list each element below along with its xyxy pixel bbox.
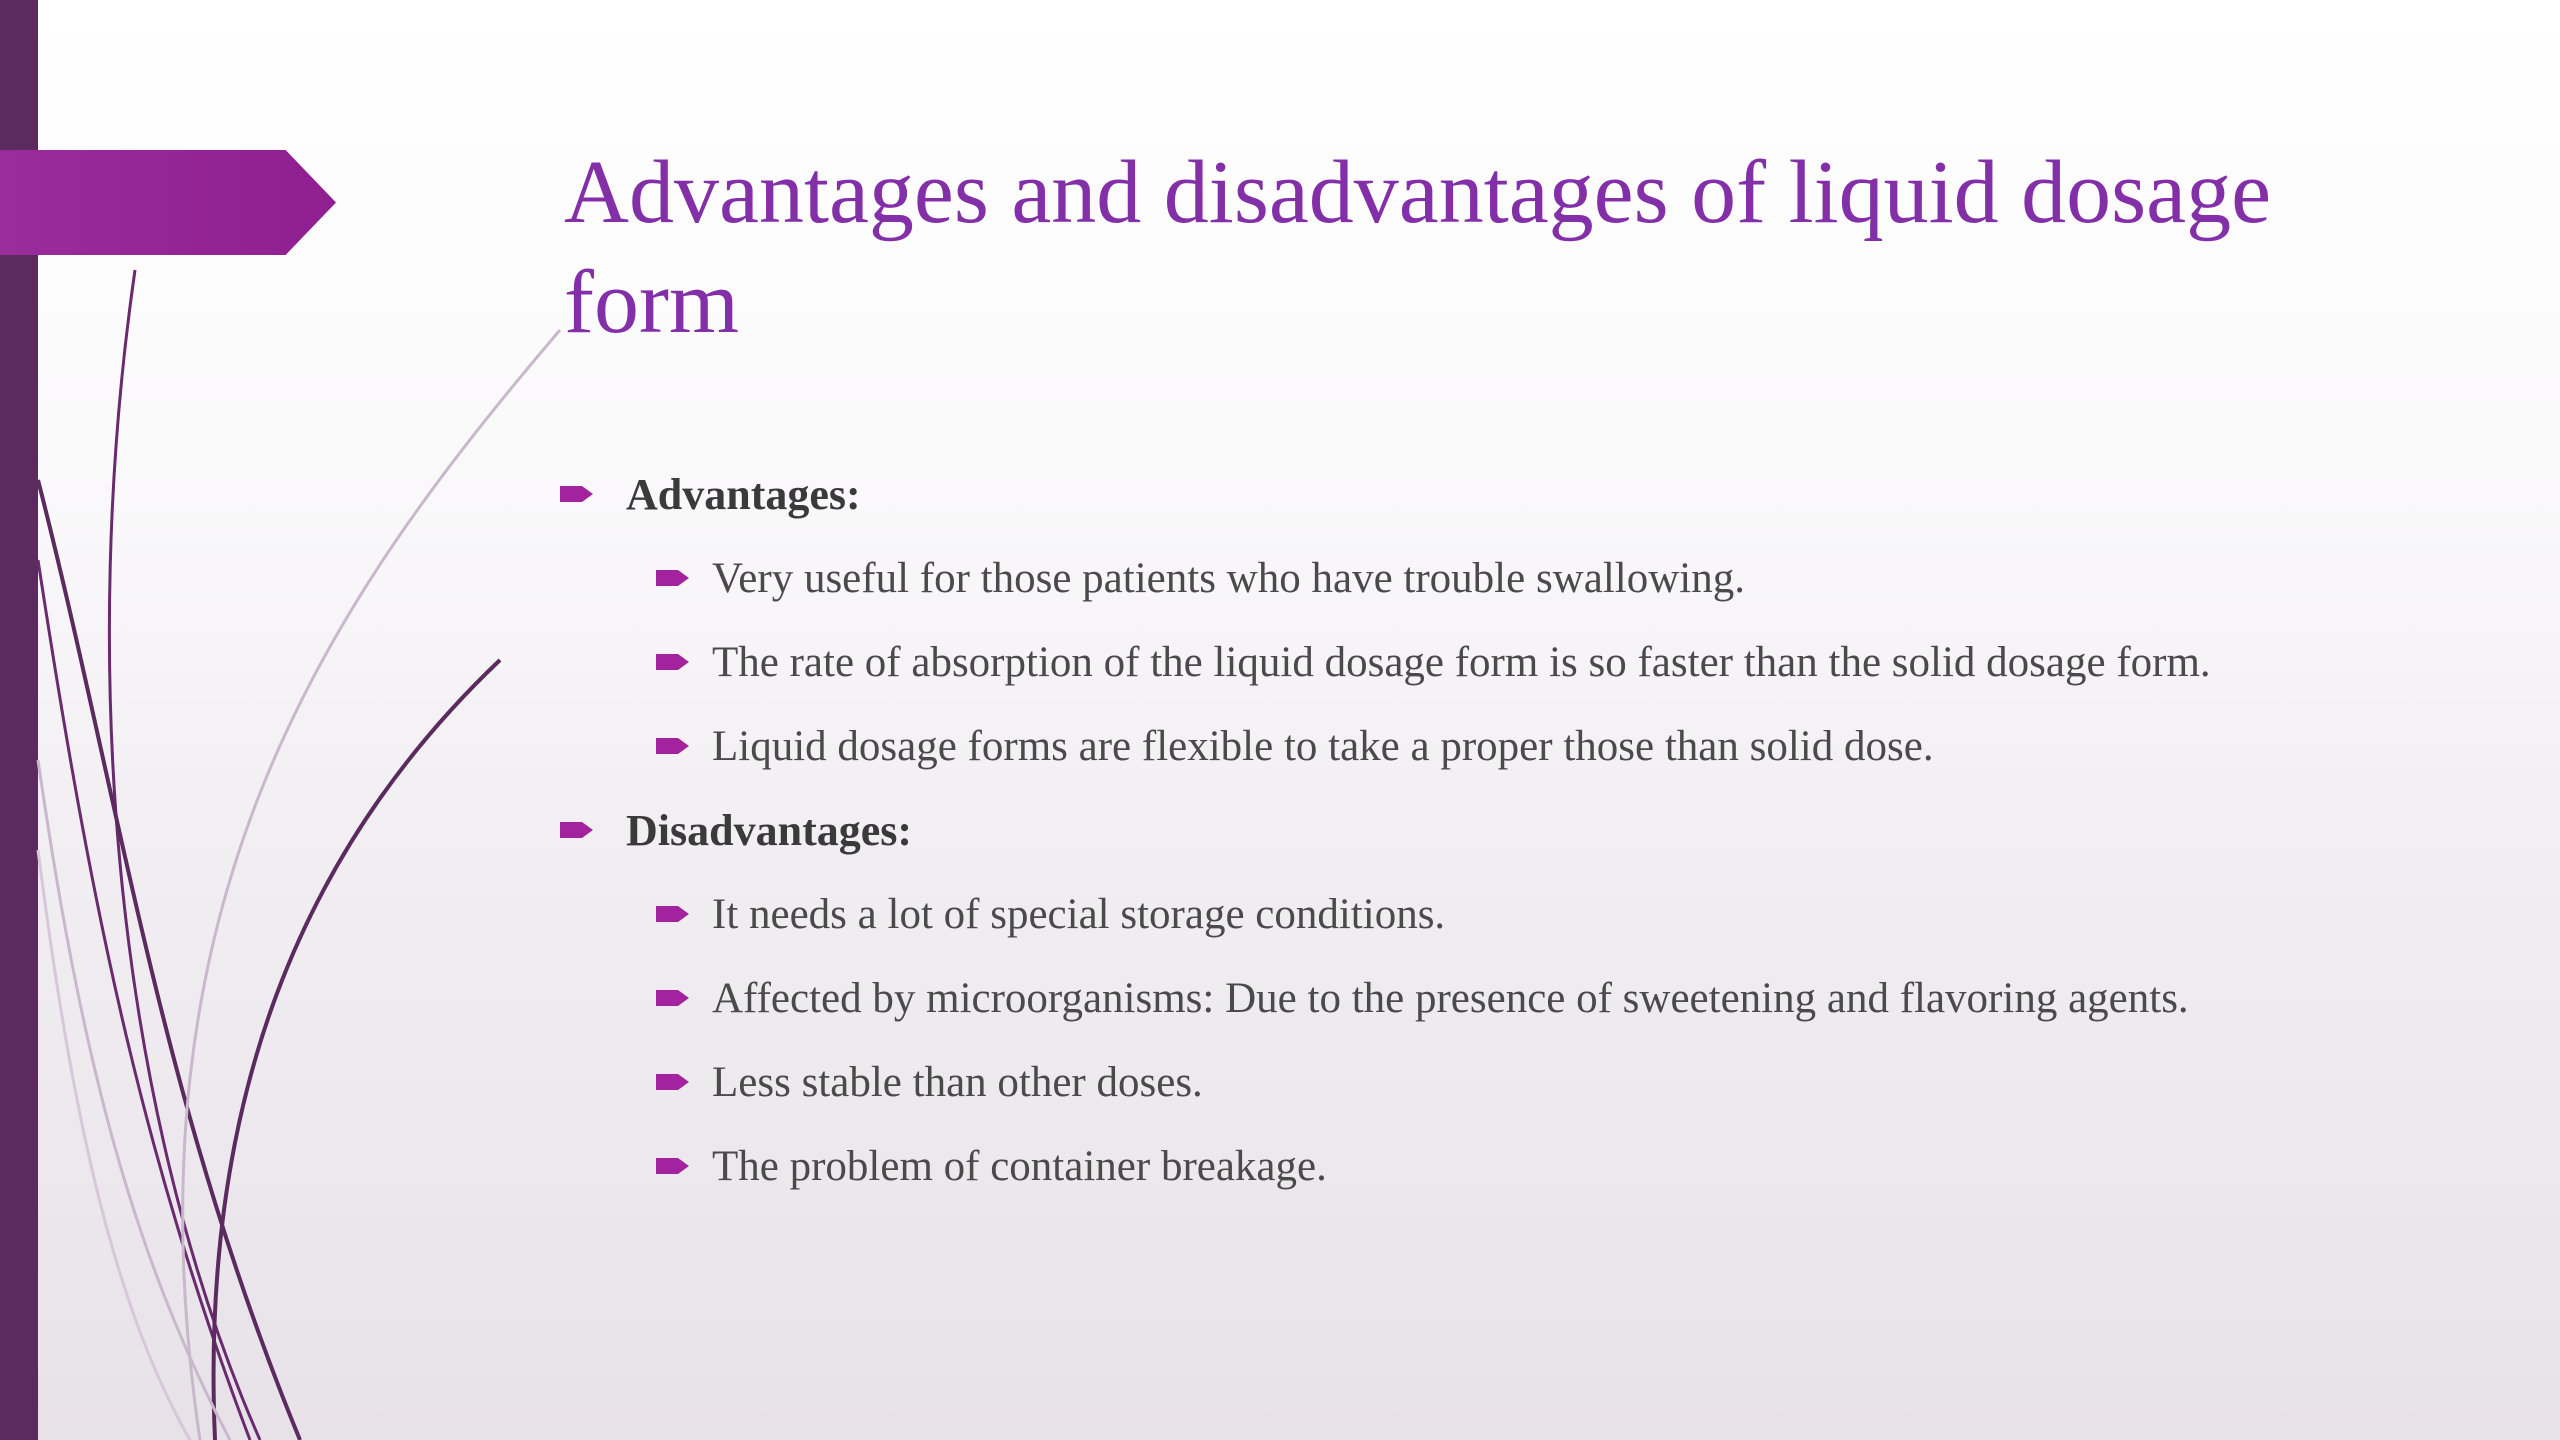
list-item — [560, 1124, 2520, 1208]
list-item-text: Liquid dosage forms are flexible to take a proper those than solid dose. — [712, 722, 1934, 770]
title-arrow-banner — [0, 150, 336, 255]
right-arrow-icon — [560, 819, 594, 841]
list-item — [560, 956, 2520, 1040]
section-heading-disadvantages — [560, 788, 2520, 872]
slide-title: Advantages and disadvantages of liquid dosage form — [564, 143, 2272, 352]
list-item-text: Affected by microorganisms: Due to the presence of sweetening and flavoring agents. — [712, 974, 2189, 1022]
list-item-text: It needs a lot of special storage conditions. — [712, 890, 1446, 938]
right-arrow-icon — [656, 1155, 690, 1177]
list-item-text: Less stable than other doses. — [712, 1058, 1203, 1106]
right-arrow-icon — [656, 903, 690, 925]
list-item-text: The problem of container breakage. — [712, 1142, 1327, 1190]
list-item-text: Very useful for those patients who have trouble swallowing. — [712, 554, 1745, 602]
section-heading-label: Disadvantages: — [626, 805, 913, 855]
list-item — [560, 536, 2520, 620]
list-item — [560, 620, 2520, 704]
list-item — [560, 872, 2520, 956]
right-arrow-icon — [656, 1071, 690, 1093]
list-item — [560, 1040, 2520, 1124]
slide-content — [560, 452, 2520, 1208]
right-arrow-icon — [656, 735, 690, 757]
section-heading-advantages — [560, 452, 2520, 536]
list-item — [560, 704, 2520, 788]
right-arrow-icon — [656, 651, 690, 673]
right-arrow-icon — [656, 987, 690, 1009]
section-heading-label: Advantages: — [626, 469, 861, 519]
right-arrow-icon — [656, 567, 690, 589]
list-item-text: The rate of absorption of the liquid dosage form is so faster than the solid dosage form. — [712, 638, 2211, 686]
right-arrow-icon — [560, 483, 594, 505]
